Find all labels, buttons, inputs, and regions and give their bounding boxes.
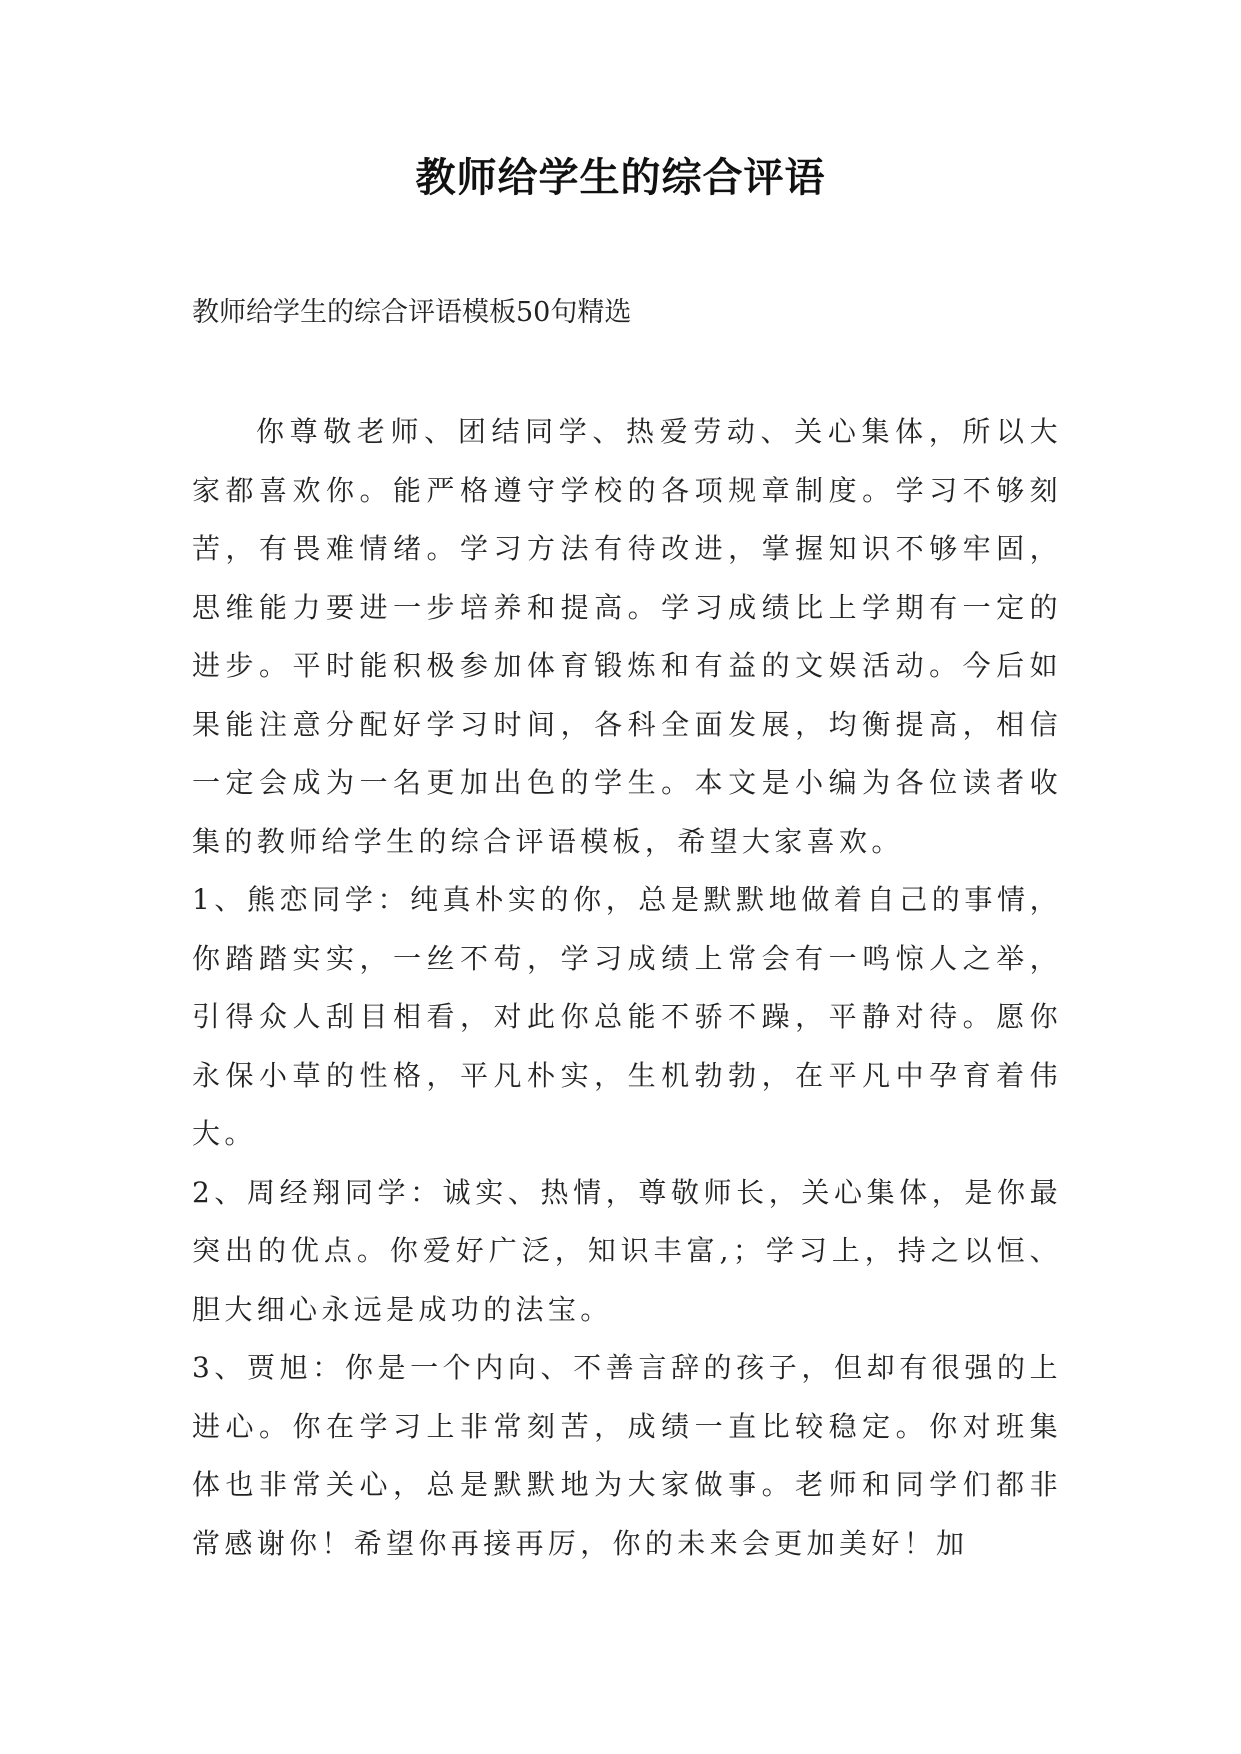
comment-paragraph-2: 2、周经翔同学：诚实、热情，尊敬师长，关心集体，是你最突出的优点。你爱好广泛，知识丰富,；学习上，持之以恒、胆大细心永远是成功的法宝。 <box>192 1175 1062 1326</box>
comment-paragraph-3: 3、贾旭：你是一个内向、不善言辞的孩子，但却有很强的上进心。你在学习上非常刻苦，成绩一直比较稳定。你对班集体也非常关心，总是默默地为大家做事。老师和同学们都非常感谢你！希望你再接再厉，你的未来会更加美好！加 <box>192 1351 1062 1560</box>
comment-paragraph-1: 1、熊恋同学：纯真朴实的你，总是默默地做着自己的事情，你踏踏实实，一丝不苟，学习成绩上常会有一鸣惊人之举，引得众人刮目相看，对此你总能不骄不躁，平静对待。愿你永保小草的性格，平凡朴实，生机勃勃，在平凡中孕育着伟大。 <box>192 883 1062 1150</box>
document-title: 教师给学生的综合评语 <box>415 154 826 201</box>
document-body <box>192 403 1062 1573</box>
document-subtitle: 教师给学生的综合评语模板50句精选 <box>192 297 632 328</box>
intro-paragraph: 你尊敬老师、团结同学、热爱劳动、关心集体，所以大家都喜欢你。能严格遵守学校的各项规章制度。学习不够刻苦，有畏难情绪。学习方法有待改进，掌握知识不够牢固，思维能力要进一步培养和提高。学习成绩比上学期有一定的进步。平时能积极参加体育锻炼和有益的文娱活动。今后如果能注意分配好学习时间，各科全面发展，均衡提高，相信一定会成为一名更加出色的学生。本文是小编为各位读者收集的教师给学生的综合评语模板，希望大家喜欢。 <box>192 415 1062 858</box>
